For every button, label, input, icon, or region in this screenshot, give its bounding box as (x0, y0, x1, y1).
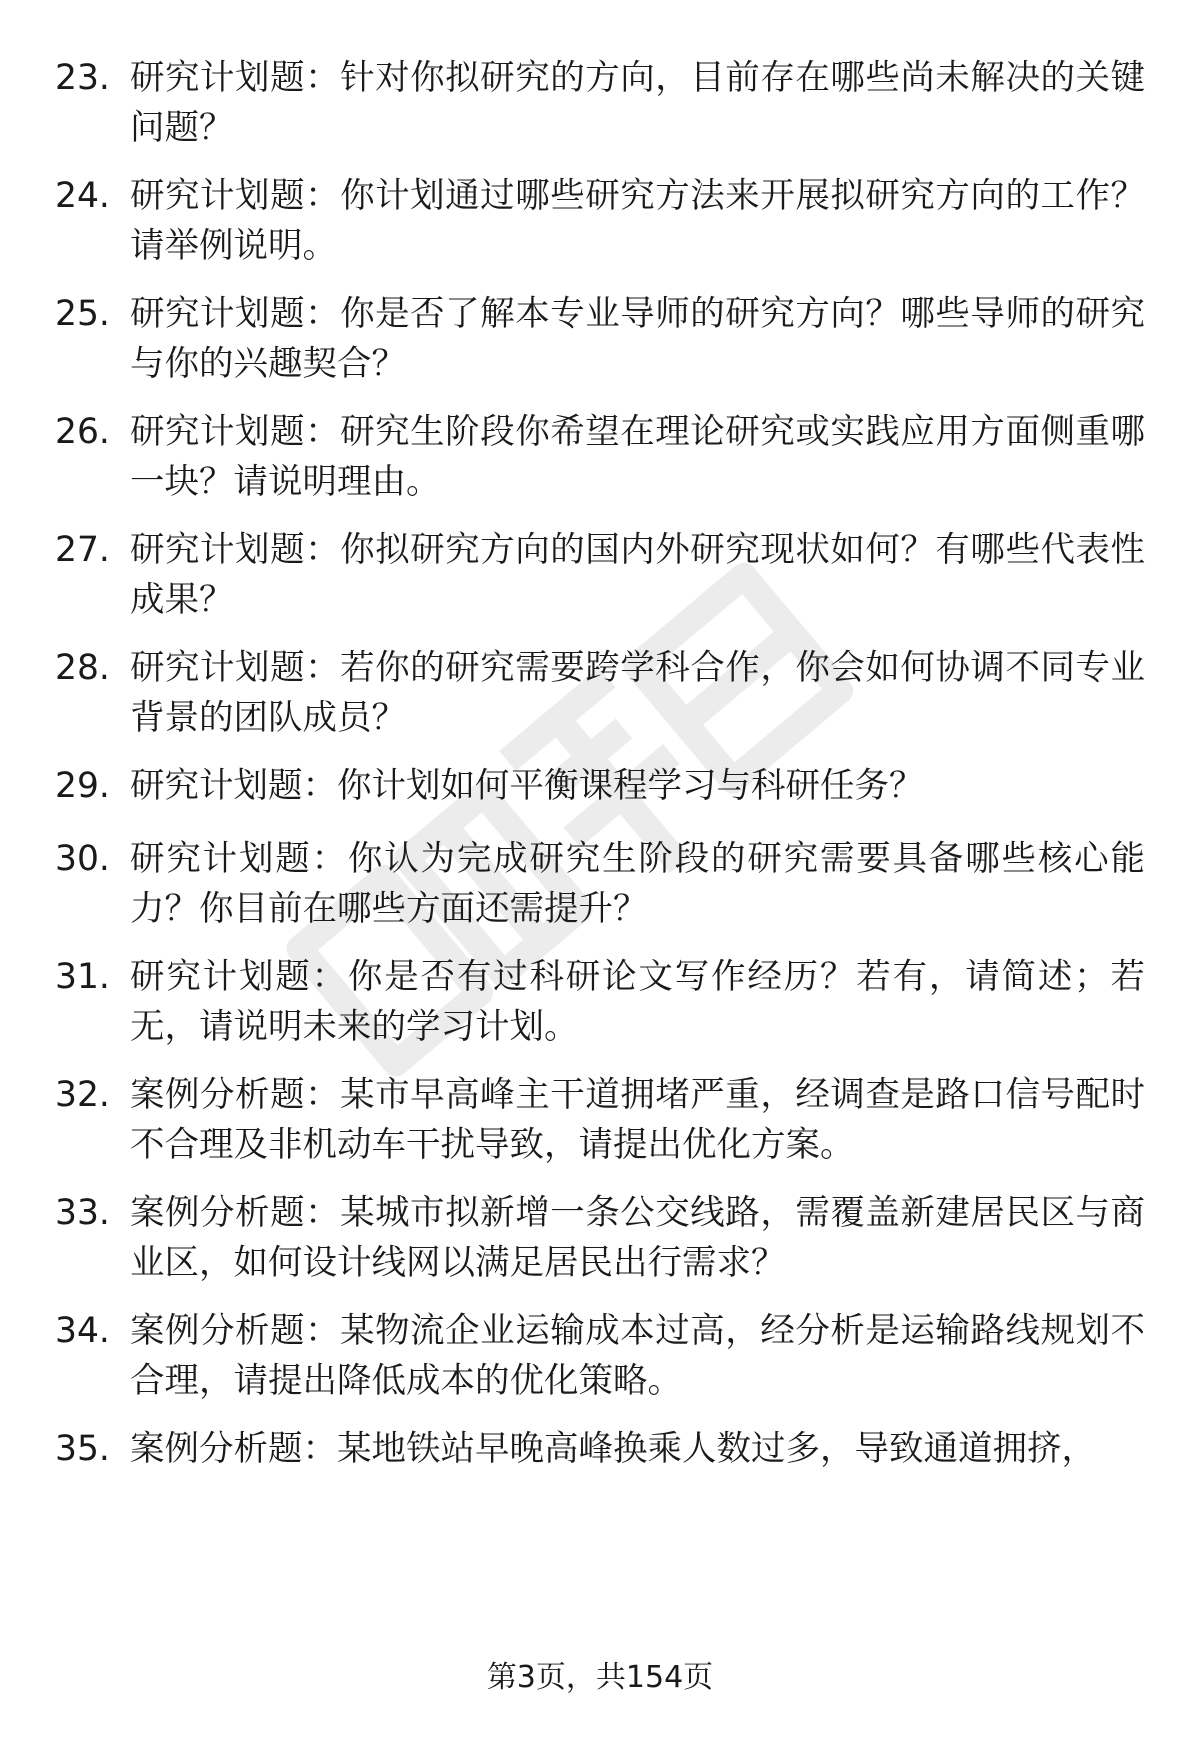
question-number: 34. (55, 1311, 110, 1351)
question-text: 研究计划题：你计划通过哪些研究方法来开展拟研究方向的工作？请举例说明。 (130, 176, 1145, 266)
question-text: 研究计划题：你拟研究方向的国内外研究现状如何？有哪些代表性成果？ (130, 530, 1145, 620)
question-text: 案例分析题：某物流企业运输成本过高，经分析是运输路线规划不合理，请提出降低成本的优化策略。 (130, 1311, 1145, 1401)
question-text: 案例分析题：某城市拟新增一条公交线路，需覆盖新建居民区与商业区，如何设计线网以满足居民出行需求？ (130, 1193, 1145, 1283)
question-number: 24. (55, 176, 110, 216)
question-number: 27. (55, 530, 110, 570)
question-number: 33. (55, 1193, 110, 1233)
question-text: 研究计划题：针对你拟研究的方向，目前存在哪些尚未解决的关键问题？ (130, 58, 1145, 148)
question-number: 28. (55, 648, 110, 688)
question-number: 35. (55, 1429, 110, 1469)
question-number: 26. (55, 412, 110, 452)
page-number-label: 第3页，共154页 (486, 1660, 714, 1695)
page-footer (0, 1656, 1200, 1700)
question-number: 25. (55, 294, 110, 334)
question-text: 研究计划题：你计划如何平衡课程学习与科研任务？ (130, 766, 924, 806)
question-number: 30. (55, 839, 110, 879)
question-text: 研究计划题：你认为完成研究生阶段的研究需要具备哪些核心能力？你目前在哪些方面还需提升？ (130, 839, 1145, 929)
question-text: 研究计划题：你是否有过科研论文写作经历？若有，请简述；若无，请说明未来的学习计划。 (130, 957, 1145, 1047)
question-number: 23. (55, 58, 110, 98)
question-text: 研究计划题：研究生阶段你希望在理论研究或实践应用方面侧重哪一块？请说明理由。 (130, 412, 1145, 502)
question-number: 32. (55, 1075, 110, 1115)
question-text: 案例分析题：某地铁站早晚高峰换乘人数过多，导致通道拥挤， (130, 1429, 1096, 1469)
question-number: 31. (55, 957, 110, 997)
question-text: 案例分析题：某市早高峰主干道拥堵严重，经调查是路口信号配时不合理及非机动车干扰导致，请提出优化方案。 (130, 1075, 1145, 1165)
question-text: 研究计划题：你是否了解本专业导师的研究方向？哪些导师的研究与你的兴趣契合？ (130, 294, 1145, 384)
question-number: 29. (55, 766, 110, 806)
question-text: 研究计划题：若你的研究需要跨学科合作，你会如何协调不同专业背景的团队成员？ (130, 648, 1145, 738)
